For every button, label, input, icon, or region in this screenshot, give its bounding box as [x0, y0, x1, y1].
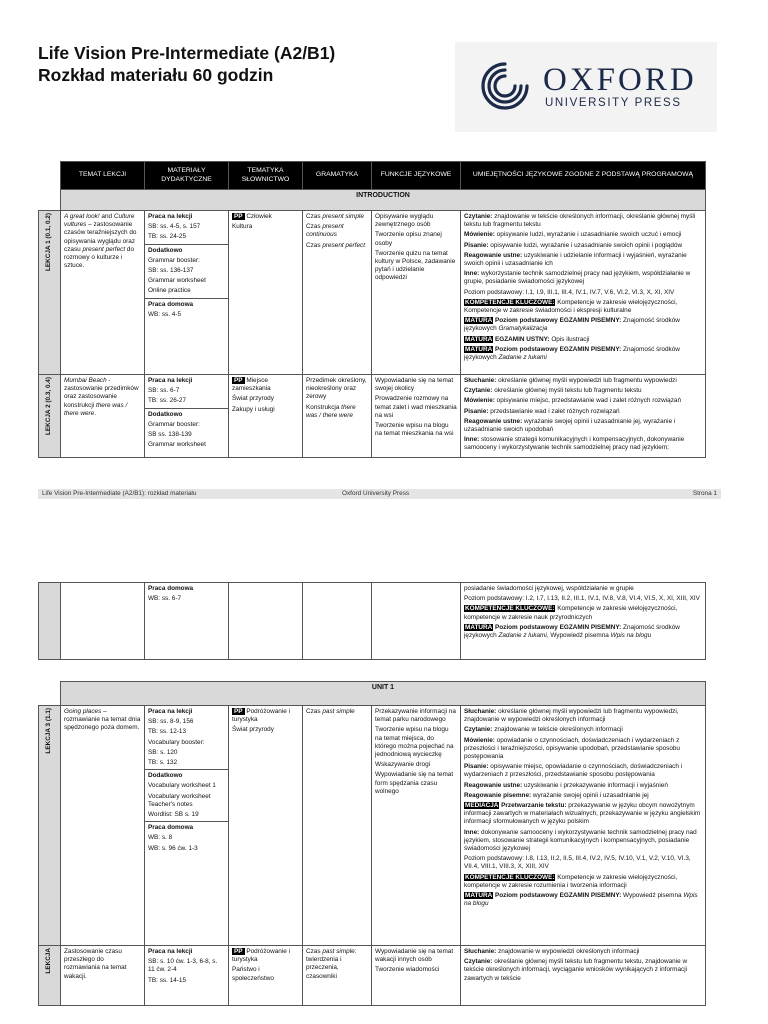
section-title: UNIT 1	[61, 682, 706, 706]
title-line-2: Rozkład materiału 60 godzin	[38, 65, 274, 85]
section-row-unit-1	[39, 682, 706, 706]
lesson-materials: Praca na lekcji SB: s. 10 ćw. 1-3, 6-8, s. 11 ćw. 2-4 TB: ss. 14-15	[145, 946, 229, 1006]
col-header-topic: TEMAT LEKCJI	[61, 162, 145, 190]
lesson-row-4	[39, 946, 706, 1006]
lesson-skills: posiadanie świadomości językowej, współdziałanie w grupie Poziom podstawowy: I.2, I.7, I.13, II.2, III.1, IV.1, IV.8, V.8, VI.4, VI.5, X, XI, XIII, XIV KOMPETENCJE KLUCZOWE: Kompetencje w zakresie wielojęzyczności, kompetencje w zakresie nauk przyrodniczych MATURA Poziom podstawowy EGZAMIN PISEMNY: Znajomość środków językowych Zadanie z lukami, Wypowiedź pisemna Wpis na blogu	[461, 583, 706, 660]
lesson-grammar: Czas past simple: twierdzenia i przeczenia, czasowniki	[303, 946, 372, 1006]
lesson-vocabulary: PP Człowiek Kultura	[229, 211, 303, 375]
lesson-row-3	[39, 706, 706, 946]
lesson-grammar: Czas present simple Czas present continuous Czas present perfect	[303, 211, 372, 375]
section-title: INTRODUCTION	[61, 190, 706, 211]
lesson-vocabulary: PP Miejsce zamieszkania Świat przyrody Zakupy i usługi	[229, 375, 303, 458]
lesson-side-label: LEKCJA 1 (0.1, 0.2)	[39, 211, 61, 375]
lesson-topic: A great look! and Culture vultures – zastosowanie czasów teraźniejszych do opisywania wyglądu oraz czasu present perfect do rozmowy o kulturze i sztuce.	[61, 211, 145, 375]
lesson-materials: Praca na lekcji SB: ss. 8-9, 156 TB: ss. 12-13 Vocabulary booster: SB: s. 120 TB: s. 132 Dodatkowo Vocabulary worksheet 1 Vocabulary worksheet Teacher's notes Wordlist: SB s. 19 Praca domowa WB: s. 8 WB: s. 96 ćw. 1-3	[145, 706, 229, 946]
col-header-functions: FUNKCJE JĘZYKOWE	[372, 162, 461, 190]
page-footer	[38, 489, 721, 499]
lesson-grammar: Czas past simple	[303, 706, 372, 946]
footer-page-number: Strona 1	[692, 490, 717, 497]
schedule-table-page-2	[38, 582, 706, 1006]
lesson-materials: Praca na lekcji SB: ss. 4-5, s. 157 TB: ss. 24-25 Dodatkowo Grammar booster: SB: ss. 136-137 Grammar worksheet Online practice Praca domowa WB: ss. 4-5	[145, 211, 229, 375]
lesson-skills: Słuchanie: określanie głównej myśli wypowiedzi lub fragmentu wypowiedzi Czytanie: określanie głównej myśli tekstu lub fragmentu tekstu Mówienie: opisywanie miejsc, przedstawianie wad i zalet różnych rozwiązań Pisanie: przedstawianie wad i zalet różnych rozwiązań Reagowanie ustne: wyrażanie swojej opinii i uzasadnianie jej, wyrażanie i uzasadnianie swoich upodobań Inne: stosowanie strategii komunikacyjnych i kompensacyjnych, dokonywanie samooceny i wykorzystywanie technik samodzielnej pracy nad językiem;	[461, 375, 706, 458]
lesson-functions: Przekazywanie informacji na temat parku narodowego Tworzenie wpisu na blogu na temat miejsca, do którego można pojechać na jednodniową wycieczkę Wskazywanie drogi Wypowiadanie się na temat form spędzania czasu wolnego	[372, 706, 461, 946]
title-line-1: Life Vision Pre-Intermediate (A2/B1)	[38, 43, 336, 63]
lesson-side-label: LEKCJA	[39, 946, 61, 1006]
footer-left: Life Vision Pre-Intermediate (A2/B1): rozkład materiału	[42, 490, 197, 497]
col-header-skills: UMIEJĘTNOŚCI JĘZYKOWE ZGODNE Z PODSTAWĄ PROGRAMOWĄ	[461, 162, 706, 190]
lesson-skills: Czytanie: znajdowanie w tekście określonych informacji, określanie głównej myśli tekstu lub fragmentu tekstu Mówienie: opisywanie ludzi, wyrażanie i uzasadnianie swoich uczuć i emocji Pisanie: opisywanie ludzi, wyrażanie i uzasadnianie swoich opinii i poglądów Reagowanie ustne: uzyskiwanie i udzielanie informacji i wyjaśnień, wyrażanie swoich opinii i uzasadnianie ich Inne: wykorzystanie technik samodzielnej pracy nad językiem, współdziałanie w grupie, posiadanie świadomości językowej Poziom podstawowy: I.1, I.9, III.1, III.4, IV.1, IV.7, V.6, VI.2, VI.3, X, XI, XIV KOMPETENCJE KLUCZOWE: Kompetencje w zakresie wielojęzyczności, Kompetencje w zakresie świadomości i ekspresji kulturalne MATURA Poziom podstawowy EGZAMIN PISEMNY: Znajomość środków językowych Gramatykalizacja MATURA EGZAMIN USTNY: Opis ilustracji MATURA Poziom podstawowy EGZAMIN PISEMNY: Znajomość środków językowych Zadanie z lukami	[461, 211, 706, 375]
lesson-side-label: LEKCJA 3 (1.1)	[39, 706, 61, 946]
lesson-vocabulary: PP Podróżowanie i turystyka Państwo i społeczeństwo	[229, 946, 303, 1006]
lesson-functions: Wypowiadanie się na temat wakacji innych osób Tworzenie wiadomości	[372, 946, 461, 1006]
lesson-topic: Mumbai Beach - zastosowanie przedimków oraz zastosowanie konstrukcji there was / there were.	[61, 375, 145, 458]
lesson-functions: Wypowiadanie się na temat swojej okolicy Prowadzenie rozmowy na temat zalet i wad mieszkania na wsi Tworzenie wpisu na blogu na temat mieszkania na wsi	[372, 375, 461, 458]
logo-press-text: UNIVERSITY PRESS	[545, 97, 682, 109]
header-spacer	[39, 162, 61, 190]
col-header-materials: MATERIAŁY DYDAKTYCZNE	[145, 162, 229, 190]
col-header-grammar: GRAMATYKA	[303, 162, 372, 190]
lesson-functions: Opisywanie wyglądu zewnętrznego osób Tworzenie opisu znanej osoby Tworzenie quizu na temat kultury w Polsce, zadawanie pytań i udzielanie odpowiedzi	[372, 211, 461, 375]
lesson-topic: Zastosowanie czasu przeszłego do rozmawiania na temat wakacji.	[61, 946, 145, 1006]
lesson-row-1	[39, 211, 706, 375]
oxford-wreath-icon	[477, 58, 533, 114]
col-header-vocabulary: TEMATYKA SŁOWNICTWO	[229, 162, 303, 190]
lesson-materials: Praca domowa WB: ss. 6-7	[145, 583, 229, 660]
lesson-grammar: Przedimek określony, nieokreślony oraz zerowy Konstrukcja there was / there were	[303, 375, 372, 458]
oxford-logo	[455, 42, 717, 132]
schedule-table-page-1	[38, 161, 706, 458]
section-row-introduction	[39, 190, 706, 211]
lesson-skills: Słuchanie: znajdowanie w wypowiedzi określonych informacji Czytanie: określanie głównej myśli tekstu lub fragmentu tekstu, znajdowanie w tekście określonych informacji, wyciąganie wniosków wynikających z informacji zawartych w tekście	[461, 946, 706, 1006]
lesson-skills: Słuchanie: określanie głównej myśli wypowiedzi lub fragmentu wypowiedzi, znajdowanie w wypowiedzi określonych informacji Czytanie: znajdowanie w tekście określonych informacji Mówienie: opowiadanie o czynnościach, doświadczeniach i wydarzeniach z przeszłości i teraźniejszości, opisywanie upodobań, przedstawianie sposobu postępowania Pisanie: opisywanie miejsc, opowiadanie o czynnościach, doświadczeniach i wydarzeniach z przeszłości, przedstawianie sposobu postępowania Reagowanie ustne: uzyskiwanie i przekazywanie informacji i wyjaśnień Reagowanie pisemne: wyrażanie swojej opinii i uzasadnianie jej MEDIACJA Przetwarzanie tekstu: przekazywanie w języku obcym nowożytnym informacji zawartych w materiałach wizualnych, przekazywanie w języku angielskim informacji sformułowanych w języku polskim Inne: dokonywanie samooceny i wykorzystywanie technik samodzielnej pracy nad językiem, stosowanie strategii komunikacyjnych i kompensacyjnych, posiadanie świadomości językowej Poziom podstawowy: I.8, I.13, II.2, II.5, III.4, IV.2, IV.5, IV.10, V.1, V.2, V.10, VI.3, VII.4, VIII.1, VIII.3, X, XIII, XIV KOMPETENCJE KLUCZOWE: Kompetencje w zakresie wielojęzyczności, kompetencje w zakresie rozumienia i tworzenia informacji MATURA Poziom podstawowy EGZAMIN PISEMNY: Wypowiedź pisemna Wpis na blogu	[461, 706, 706, 946]
lesson-row-2-continued	[39, 583, 706, 660]
lesson-materials: Praca na lekcji SB: ss. 6-7 TB: ss. 26-27 Dodatkowo Grammar booster: SB ss. 138-139 Grammar worksheet	[145, 375, 229, 458]
logo-oxford-text: OXFORD	[543, 62, 697, 98]
table-header-row	[39, 162, 706, 190]
document-title	[38, 42, 335, 86]
lesson-topic: Going places – rozmawianie na temat dnia spędzonego poza domem.	[61, 706, 145, 946]
lesson-row-2	[39, 375, 706, 458]
footer-center: Oxford University Press	[342, 490, 410, 497]
lesson-side-label: LEKCJA 2 (0.3, 0.4)	[39, 375, 61, 458]
lesson-vocabulary: PP Podróżowanie i turystyka Świat przyrody	[229, 706, 303, 946]
